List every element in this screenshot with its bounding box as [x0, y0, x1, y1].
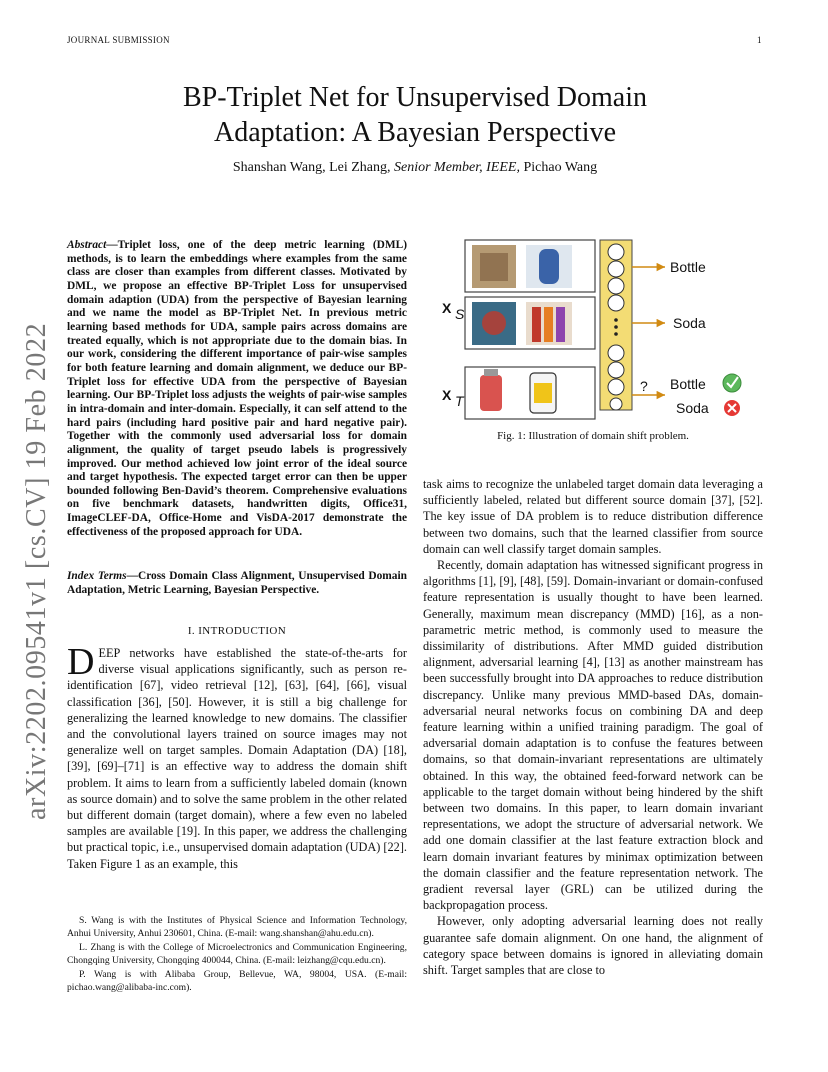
bottle-cartoon-detail	[539, 249, 559, 284]
footnote: P. Wang is with Alibaba Group, Bellevue, WA, 98004, USA. (E-mail: pichao.wang@alibaba-inc.com).	[67, 968, 407, 994]
title-line-2: Adaptation: A Bayesian Perspective	[213, 117, 617, 148]
arxiv-stamp: arXiv:2202.09541v1 [cs.CV] 19 Feb 2022	[21, 322, 52, 820]
abstract	[67, 239, 407, 539]
drop-cap: D	[67, 641, 95, 683]
index-terms-text: —Cross Domain Class Alignment, Unsupervised Domain Adaptation, Metric Learning, Bayesian Perspective.	[67, 570, 407, 596]
neuron	[608, 345, 624, 361]
neuron	[608, 362, 624, 378]
dot	[614, 325, 618, 329]
figure-domain-shift	[440, 235, 760, 425]
author-names: Shanshan Wang, Lei Zhang,	[232, 160, 394, 175]
introduction-paragraph	[67, 641, 407, 872]
soda-bottle-orange	[544, 307, 553, 342]
target-bottle-cap	[484, 369, 498, 376]
neuron	[608, 379, 624, 395]
bottle-class-label: Bottle	[670, 259, 706, 275]
source-domain-label: X	[442, 300, 452, 316]
source-domain-subscript: S	[455, 306, 465, 322]
dot	[614, 318, 618, 322]
author-role: Senior Member, IEEE,	[394, 160, 520, 175]
ellipsis-dots	[614, 318, 618, 336]
neuron	[608, 295, 624, 311]
footnotes	[67, 914, 407, 994]
neuron	[608, 278, 624, 294]
paragraph: However, only adopting adversarial learning does not really guarantee safe domain alignment. On one hand, the alignment of category space between domains is ignored in alleviating domain shift. Target samples that are close to	[423, 914, 763, 978]
right-column-text	[423, 476, 763, 978]
target-soda-label-text: Soda	[676, 400, 709, 416]
bottle-photo-detail	[480, 253, 508, 281]
check-icon	[723, 374, 741, 392]
paper-title	[60, 80, 770, 150]
abstract-text: —Triplet loss, one of the deep metric learning (DML) methods, is to learn the embeddings where examples from the same class are closer than examples from different classes. Motivated by DML, we propose an effective BP-Triplet Loss for unsupervised domain adaption (UDA) from the perspective of Bayesian learning and we name the model as BP-Triplet Net. In previous metric learning based methods for UDA, sample pairs across domains are treated equally, which is not appropriate due to the domain bias. In our work, considering the different importance of pair-wise samples for both feature learning and domain alignment, we deduce our BP-Triplet loss for effective UDA from the perspective of Bayesian learning. Our BP-Triplet loss adjusts the weights of pair-wise samples in intra-domain and inter-domain. Especially, it can self attend to the hard pairs (including hard positive pair and hard negative pair). Together with the commonly used adversarial loss for domain alignment, the quality of target pseudo labels is progressively improved. Our method achieved low joint error of the ideal source and target hypothesis. The expected target error can then be upper bounded following Ben-David’s theorem. Comprehensive evaluations on five benchmark datasets, handwritten digits, Office31, ImageCLEF-DA, Office-Home and VisDA-2017 demonstrate the effectiveness of the proposed approach for UDA.	[67, 239, 407, 538]
figure-caption: Fig. 1: Illustration of domain shift problem.	[497, 430, 689, 442]
target-bottle-icon	[480, 375, 502, 411]
target-soda-label	[534, 383, 552, 403]
footnote: S. Wang is with the Institutes of Physical Science and Information Technology, Anhui University, Anhui 230601, China. (E-mail: wang.shanshan@ahu.edu.cn).	[67, 915, 407, 940]
neuron	[608, 261, 624, 277]
dot	[614, 332, 618, 336]
soda-bottle-purple	[556, 307, 565, 342]
soda-photo-detail	[482, 311, 506, 335]
question-mark-icon: ?	[640, 378, 648, 394]
intro-text: EEP networks have established the state-of-the-arts for diverse visual applications significantly, such as person re-identification [67], video retrieval [12], [63], [64], [66], visual classification [36], [50]. However, it is still a big challenge for generalizing the learned knowledge to new domains. The classifier and the convolutional layers trained on source images may not generalize well on target samples. Domain Adaptation (DA) [18], [39], [69]–[71] is an effective way to address the domain shift problem. It aims to learn from a sufficiently labeled domain (known as source domain) and to solve the same problem in the other related but different domain (target domain), where a few even no labeled samples are available [19]. In this paper, we address the challenging but practical topic, i.e., unsupervised domain adaptation (UDA) [22]. Taken Figure 1 as an example, this	[67, 646, 407, 871]
title-line-1: BP-Triplet Net for Unsupervised Domain	[182, 82, 648, 113]
paragraph: task aims to recognize the unlabeled target domain data leveraging a sufficiently labeled, related but different source domain [37], [52]. The key issue of DA problem is to reduce distribution difference between two domains, such that the learned classifier from source domain can well classify target domain samples.	[423, 477, 763, 556]
page-number: 1	[757, 35, 762, 45]
target-domain-subscript: T	[455, 393, 464, 409]
target-domain-label: X	[442, 387, 452, 403]
neuron	[610, 398, 622, 410]
neuron	[608, 244, 624, 260]
target-bottle-label: Bottle	[670, 376, 706, 392]
soda-bottle-red	[532, 307, 541, 342]
paragraph: Recently, domain adaptation has witnessed significant progress in algorithms [1], [9], [48], [59]. Domain-invariant or domain-confused feature representation is usually thought to have been learned. Generally, maximum mean discrepancy (MMD) [16], as a non-parametric metric method, is commonly used to measure the dissimilarity of distributions. After MMD guided distribution alignment, adversarial learning [4], [13] as another mainstream has been successfully brought into DA approaches to reduce distribution discrepancy. Unlike many previous MMD-based DAs, domain-adversarial neural networks focus on combining DA and deep feature learning within a unified training paradigm. The goal of adversarial domain adaptation is to confuse the features between domains, so that domain-invariant representations are ultimately obtained. In this way, the obtained feed-forward network can be applicable to the target domain without being hindered by the shift between two domains. In this paper, to learn domain invariant representations, we adopt the structure of adversarial network. We add one domain classifier at the last feature extraction block and learn domain invariant features by minimax optimization between the domain classifier and the feature representation network. The gradient reversal layer (GRL) can be utilized during the backpropagation process.	[423, 558, 763, 913]
soda-class-label: Soda	[673, 315, 706, 331]
index-terms-label: Index Terms	[67, 570, 127, 582]
index-terms	[67, 570, 407, 597]
abstract-label: Abstract	[67, 239, 107, 251]
running-header: JOURNAL SUBMISSION	[67, 35, 170, 45]
author-line	[60, 160, 770, 176]
author-names-2: Pichao Wang	[519, 160, 598, 175]
footnote: L. Zhang is with the College of Microelectronics and Communication Engineering, Chongqing University, Chongqing 400044, China. (E-mail: leizhang@cqu.edu.cn).	[67, 941, 407, 967]
section-heading: I. INTRODUCTION	[187, 625, 287, 637]
